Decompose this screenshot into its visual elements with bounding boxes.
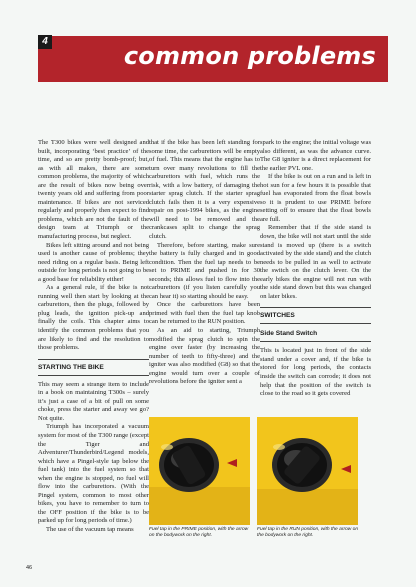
paragraph: As a general rule, if the bike is not running well then start by looking at the carburettors, then the plugs, followed by plug leads, the ignition pick-up and finally the coils. This chapter aims to identify the common problems that you are likely to find and the resolution to those problems. (38, 284, 149, 352)
text-column-1 (38, 139, 149, 535)
paragraph: This is located just in front of the side stand under a cover and, if the bike is stored for long periods, the contacts inside the switch can corrode; it does not help that the position of the switch is close to the road so it gets covered (260, 347, 371, 398)
chapter-number-badge: 4 (38, 35, 52, 49)
paragraph: Bikes left sitting around and not being used is another cause of problems; they need riding on a regular basis. Being left outside for long periods is not going to be a good base for reliability either! (38, 241, 149, 283)
text-column-3 (260, 139, 371, 399)
fuel-tap-knob-icon (257, 417, 358, 525)
photo-fuel-tap-prime (149, 417, 250, 525)
section-rule (38, 359, 149, 360)
section-heading-switches: SWITCHES (260, 311, 371, 324)
paragraph: This may seem a strange item to include in a book on maintaining T300s – surely it’s just a case of a bit of pull on some choke, press the starter and away we go? Not quite. (38, 380, 149, 422)
photo-caption-prime: Fuel tap in the PRIME position, with the arrow on the bodywork on the right. (149, 527, 249, 539)
paragraph: Remember that if the side stand is down, the bike will not start until the side stand is moved up (there is a switch activated by the side stand) and the clutch needs to be pulled in as well to activate the switch on the clutch lever. On the early bikes the engine will not run with the side stand down but this was changed on later bikes. (260, 224, 371, 300)
photo-fuel-tap-run (257, 417, 358, 525)
paragraph: spark to the engine; the initial voltage was also different, as was the advance curve. The G8 igniter is a direct replacement for the earlier PVL one. (260, 139, 371, 172)
paragraph: As an aid to starting, Triumph modified the sprag clutch to spin the engine over faster (by increasing the number of teeth to fifty-three) and the igniter was also modified (G8) so that the engine would turn over a couple of revolutions before the igniter sent a (149, 327, 260, 386)
chapter-title: common problems (123, 42, 376, 70)
paragraph: that if the bike has been left standing for some time, the carburettors will be empty of fuel. This means that the engine has to turn over many revolutions to fill the carburettors with fuel, which runs the risk, with a low battery, of damaging the starter sprag clutch. If the starter sprag clutch fails then it is a very expensive repair on post-1994 bikes, as the engine will need to be removed and the crankcases split to change the sprag clutch. (149, 139, 260, 241)
text-column-2 (149, 139, 260, 387)
paragraph: The T300 bikes were well designed and built, incorporating ‘best practice’ of the time, and so are pretty bomb-proof; but, as with all makes, there are some common problems, the majority of which are the result of bikes now being over twenty years old and suffering from poor maintenance. If bikes are not serviced regularly and properly then expect to find problems, which are not the fault of the design team at Triumph or the manufacturing process, but neglect. (38, 139, 149, 241)
chapter-header-band (38, 36, 388, 82)
paragraph: Once the carburettors have been primed with fuel then the fuel tap knob can be returned to the RUN position. (149, 301, 260, 326)
subsection-heading-side-stand-switch: Side Stand Switch (260, 329, 371, 342)
paragraph: Triumph has incorporated a vacuum system for most of the T300 range (except the Tiger and Adventurer/Thunderbird/Legend models, which have a Pingel-style tap below the fuel tank) into the fuel system so that when the engine is stopped, no fuel will flow into the carburettors. (With the Pingel system, common to most other bikes, you have to remember to turn to the OFF position if the bike is to be parked up for long periods of time.) (38, 423, 149, 525)
paragraph: The use of the vacuum tap means (46, 525, 134, 533)
photo-caption-run: Fuel tap in the RUN position, with the arrow on the bodywork on the right. (257, 527, 359, 539)
paragraph: If the bike is out on a run and is left in hot sun for a few hours it is possible that fuel has evaporated from the float bowls so it is prudent to use PRIME before setting off to ensure that the float bowls are full. (260, 173, 371, 223)
section-rule (260, 307, 371, 308)
section-heading-starting-the-bike: STARTING THE BIKE (38, 363, 149, 376)
fuel-tap-knob-icon (149, 417, 250, 525)
page-number: 46 (26, 565, 33, 571)
paragraph: Therefore, before starting, make sure the battery is fully charged and in good condition. Then the fuel tap needs to be set to PRIME and pushed in for 30 seconds; this allows fuel to flow into the carburettors (if you listen carefully you can hear it) so starting should be easy. (149, 241, 260, 300)
